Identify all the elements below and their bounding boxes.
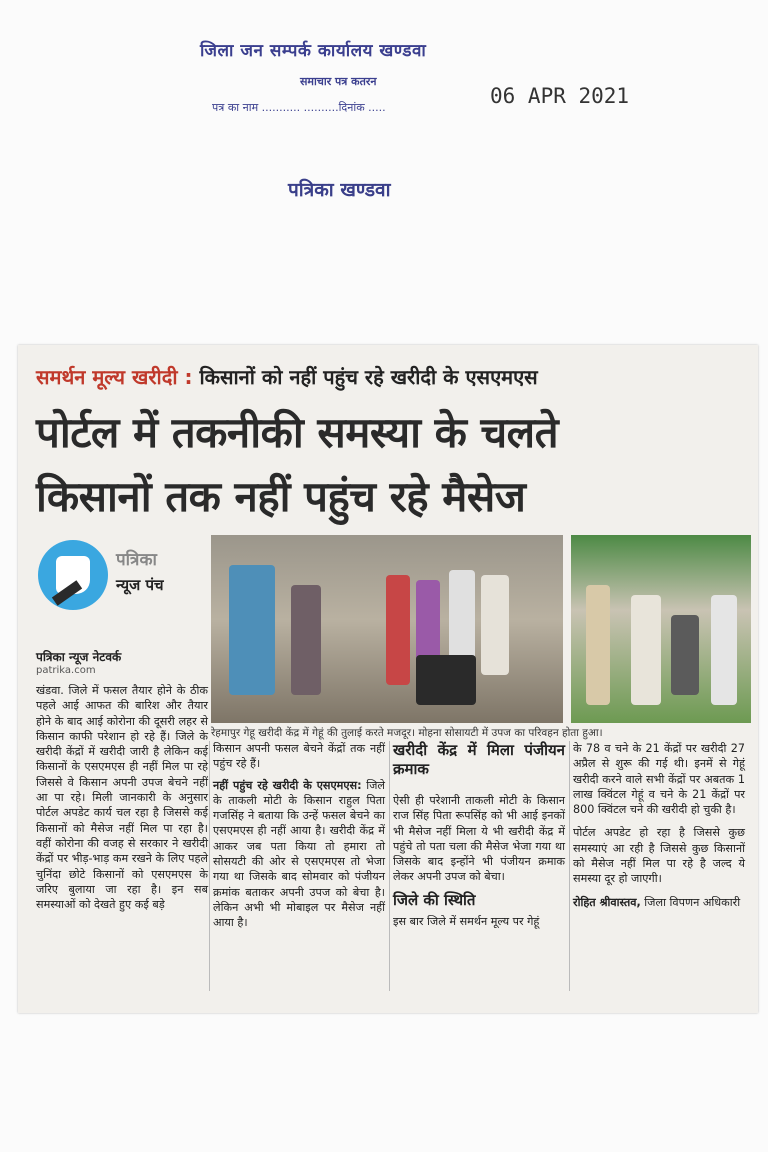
news-clipping bbox=[18, 345, 758, 1013]
brand-name: पत्रिका bbox=[116, 550, 157, 570]
article-column-4 bbox=[573, 741, 745, 910]
photo-figure bbox=[631, 595, 661, 705]
article-column-2 bbox=[213, 741, 385, 931]
kicker-text: किसानों को नहीं पहुंच रहे खरीदी के एसएमएस bbox=[199, 365, 538, 389]
column-2-intro: किसान अपनी फसल बेचने केंद्रों तक नहीं पहुंच रहे हैं। bbox=[213, 742, 385, 771]
site-name: patrika.com bbox=[36, 665, 96, 676]
column-2-lead: नहीं पहुंच रहे खरीदी के एसएमएस: bbox=[213, 778, 362, 792]
photo-caption: रेहमापुर गेहू खरीदी केंद्र में गेहूं की तुलाई करते मजदूर। मोहना सोसायटी में उपज का परिवहन होता हुआ। bbox=[211, 727, 603, 739]
column-rule bbox=[389, 741, 390, 991]
column-2-body: जिले के ताकली मोटी के किसान राहुल पिता गजसिंह ने बताया कि उन्हें फसल बेचने का एसएमएस ही नहीं आया है। खरीदी केंद्र में आकर जब पता किया तो हमारा तो सोसयटी की ओर से एसएमएस तो भेजा गया था जिसके बाद सोमवार को पंजीयन क्रमांक बताकर अपनी उपज को बेचा है। लेकिन अभी भी मोबाइल पर मैसेज नहीं आया है। bbox=[213, 778, 385, 930]
stamp-row: पत्र का नाम ........... ..........दिनांक ..... bbox=[212, 101, 386, 114]
column-3-body-2: इस बार जिले में समर्थन मूल्य पर गेहूं bbox=[393, 914, 540, 928]
column-4-body: के 78 व चने के 21 केंद्रों पर खरीदी 27 अप्रैल से शुरू की गई थी। इनमें से गेहूं खरीदी करने वाले सभी केंद्रों पर अबतक 1 लाख क्विंटल गेहूं व चने के 21 केंद्रों पर 800 क्विंटल चने की खरीदी हो चुकी है। bbox=[573, 742, 745, 817]
stamp-office-title: जिला जन सम्पर्क कार्यालय खण्डवा bbox=[200, 41, 427, 61]
kicker bbox=[36, 363, 538, 390]
photo-figure bbox=[711, 595, 737, 705]
source-newspaper: पत्रिका खण्डवा bbox=[288, 179, 391, 201]
stamp-section: समाचार पत्र कतरन bbox=[300, 75, 377, 88]
news-punch-logo-icon bbox=[38, 540, 108, 610]
kicker-label: समर्थन मूल्य खरीदी : bbox=[36, 365, 193, 389]
article-column-3 bbox=[393, 741, 565, 929]
photo-produce-transport bbox=[571, 535, 751, 723]
column-3-subhead-2: जिले की स्थिति bbox=[393, 890, 476, 909]
byline: पत्रिका न्यूज नेटवर्क bbox=[36, 650, 122, 664]
photo-figure bbox=[481, 575, 509, 675]
column-3-body: ऐसी ही परेशानी ताकली मोटी के किसान राज सिंह पिता रूपसिंह को भी आई इनकों भी मैसेज नहीं मिला ये भी खरीदी केंद्र में पहुंचे तो पता चला की मैसेज भेजा गया था जिसके बाद इन्होंने भी पंजीयन क्रमाक लेकर अपनी उपज को बेचा। bbox=[393, 794, 565, 884]
column-4-designation: जिला विपणन अधिकारी bbox=[644, 895, 741, 909]
column-rule bbox=[209, 741, 210, 991]
headline-line-2: किसानों तक नहीं पहुंच रहे मैसेज bbox=[36, 472, 526, 521]
column-4-signature: रोहित श्रीवास्तव, bbox=[573, 895, 641, 909]
article-column-1 bbox=[36, 683, 208, 912]
photo-figure bbox=[229, 565, 275, 695]
column-1-text: खंडवा. जिले में फसल तैयार होने के ठीक पहले आई आफत की बारिश और तैयार होने के बाद आई कोरोना की दूसरी लहर से किसान काफी परेशान हो रहे हैं। जिले के खरीदी केंद्रों में खरीदी जारी है लेकिन कई किसानों के एसएमएस ही नहीं मिल पा रहे जिससे वे किसान अपनी उपज बेचने नहीं आ पा रहे। मिली जानकारी के अनुसार पोर्टल अपडेट कार्य चल रहा है जिससे कई किसानों को मैसेज नहीं मिल पा रहा है। वहीं कोरोना की वजह से सरकार ने खरीदी केंद्रों पर भीड़-भाड़ कम रखने के लिए पहले चुनिंदा छोटे किसानों को एसएमएस के जरिए बुलाया जा रहा है। इन सब समस्याओं को देखते हुए कई बड़े bbox=[36, 684, 208, 912]
photo-wheat-weighing bbox=[211, 535, 563, 723]
photo-figure bbox=[291, 585, 321, 695]
brand-section: न्यूज पंच bbox=[116, 576, 164, 594]
headline-line-1: पोर्टल में तकनीकी समस्या के चलते bbox=[36, 408, 559, 457]
stamp-date: 06 APR 2021 bbox=[490, 84, 630, 108]
column-3-subhead: खरीदी केंद्र में मिला पंजीयन क्रमाक bbox=[393, 741, 565, 778]
photo-figure bbox=[586, 585, 610, 705]
photo-weighing-scale bbox=[416, 655, 476, 705]
column-rule bbox=[569, 741, 570, 991]
column-4-quote: पोर्टल अपडेट हो रहा है जिससे कुछ समस्याएं आ रही है जिससे कुछ किसानों को मैसेज नहीं मिल पा रहे है जल्द ये समस्या दूर हो जाएगी। bbox=[573, 826, 745, 886]
photo-figure bbox=[671, 615, 699, 695]
photo-figure bbox=[386, 575, 410, 685]
